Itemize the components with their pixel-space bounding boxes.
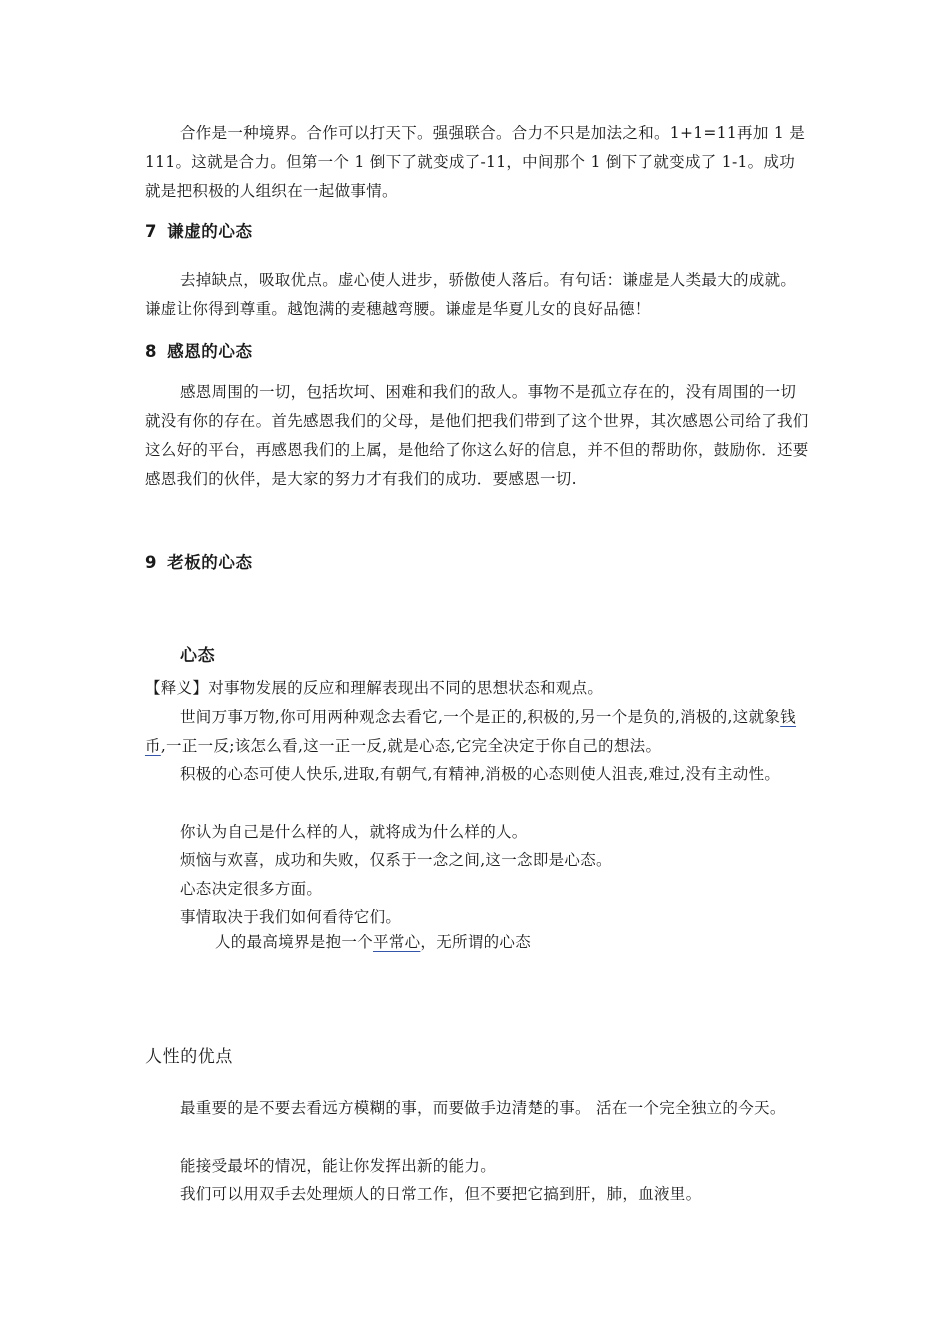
- xintai-paragraph-1: [145, 703, 810, 761]
- humanity-title: 人性的优点: [145, 1047, 233, 1067]
- xintai-line-2: 烦恼与欢喜，成功和失败，仅系于一念之间,这一念即是心态。: [180, 851, 612, 869]
- section-number: 9: [145, 553, 158, 572]
- text-run: ，无所谓的心态: [420, 933, 532, 951]
- xintai-line-5: [145, 928, 531, 956]
- humanity-line-1: 能接受最坏的情况，能让你发挥出新的能力。: [180, 1157, 497, 1175]
- xintai-paragraph-2: 积极的心态可使人快乐,进取,有朝气,有精神,消极的心态则使人沮丧,难过,没有主动性。: [180, 765, 781, 783]
- xintai-line-1: 你认为自己是什么样的人，就将成为什么样的人。: [180, 823, 528, 841]
- section-8-heading: [145, 340, 253, 364]
- section-title: 老板的心态: [167, 553, 253, 572]
- teamwork-paragraph: 合作是一种境界。合作可以打天下。强强联合。合力不只是加法之和。1+1=11再加 1 是 111。这就是合力。但第一个 1 倒下了就变成了-11，中间那个 1 倒下了就变成了 1-1。成功就是把积极的人组织在一起做事情。: [145, 124, 806, 200]
- section-title: 谦虚的心态: [167, 222, 253, 241]
- text-run: 世间万事万物,你可用两种观念去看它,一个是正的,积极的,另一个是负的,消极的,这就象: [180, 708, 781, 726]
- section-title: 感恩的心态: [167, 342, 253, 361]
- section-7-heading: [145, 220, 253, 244]
- humanity-line-2: 我们可以用双手去处理烦人的日常工作，但不要把它搞到肝，肺，血液里。: [180, 1185, 702, 1203]
- section-7-paragraph: 去掉缺点，吸取优点。虚心使人进步，骄傲使人落后。有句话：谦虚是人类最大的成就。谦虚让你得到尊重。越饱满的麦穗越弯腰。谦虚是华夏儿女的良好品德！: [145, 271, 797, 318]
- section-8-paragraph: 感恩周围的一切，包括坎坷、困难和我们的敌人。事物不是孤立存在的，没有周围的一切就没有你的存在。首先感恩我们的父母，是他们把我们带到了这个世界，其次感恩公司给了我们这么好的平台，再感恩我们的上属，是他给了你这么好的信息，并不但的帮助你，鼓励你．还要感恩我们的伙伴，是大家的努力才有我们的成功．要感恩一切.: [145, 383, 809, 488]
- text-run: 人的最高境界是抱一个: [215, 933, 374, 951]
- xintai-line-3: 心态决定很多方面。: [180, 880, 323, 898]
- humanity-paragraph-1: 最重要的是不要去看远方模糊的事，而要做手边清楚的事。 活在一个完全独立的今天。: [180, 1099, 786, 1117]
- text-run: ,一正一反;该怎么看,这一正一反,就是心态,它完全决定于你自己的想法。: [160, 737, 662, 755]
- coin-link[interactable]: 钱币: [145, 708, 796, 755]
- section-number: 7: [145, 222, 158, 241]
- xintai-line-4: 事情取决于我们如何看待它们。: [180, 908, 402, 926]
- section-9-heading: [145, 551, 253, 575]
- xintai-definition: 【释义】对事物发展的反应和理解表现出不同的思想状态和观点。: [145, 679, 604, 697]
- ordinary-mind-link[interactable]: 平常心: [373, 933, 421, 951]
- xintai-title: 心态: [180, 646, 216, 666]
- section-number: 8: [145, 342, 158, 361]
